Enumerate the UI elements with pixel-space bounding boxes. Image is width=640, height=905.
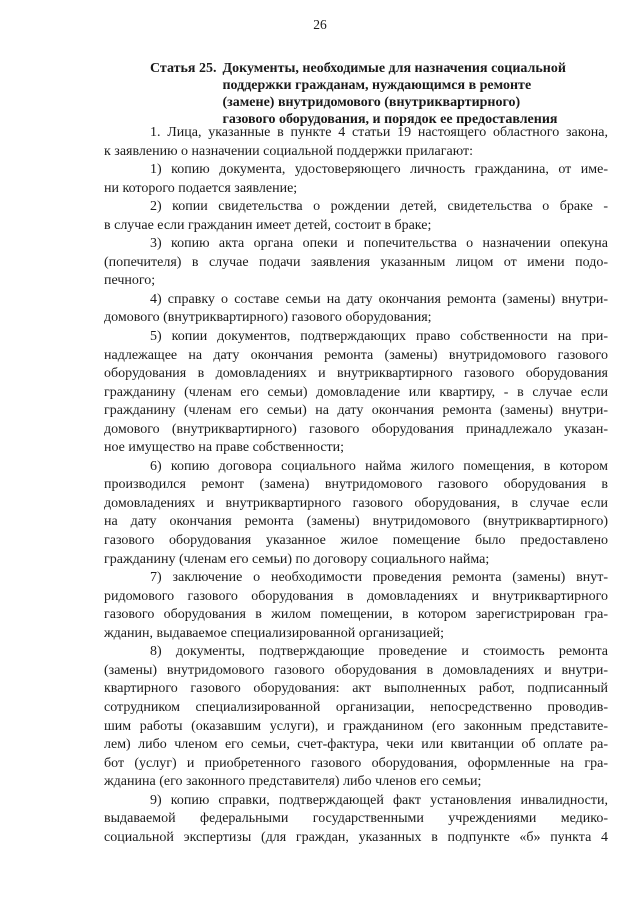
text-line: сотрудником специализированной организации, непосредственно проводив- [104, 699, 608, 715]
list-item [104, 792, 608, 848]
article-body [104, 124, 608, 847]
text-line: ни которого подается заявление; [104, 180, 298, 196]
text-line: 9) копию справки, подтверждающей факт установления инвалидности, [150, 792, 608, 808]
article-title-line: газового оборудования, и порядок ее предоставления [222, 112, 558, 127]
text-line: надлежащее на дату окончания ремонта (замены) внутридомового газового [104, 347, 608, 363]
text-line: шим работы (оказавшим услуги), и гражданином (его законным представите- [104, 718, 608, 734]
text-line: социальной экспертизы (для граждан, указанных в подпункте «б» пункта 4 [104, 829, 608, 845]
list-item [104, 198, 608, 235]
article-title-line: (замене) внутридомового (внутриквартирного) [222, 95, 521, 110]
text-line: домовладениях и внутриквартирного газового оборудования, в случае если [104, 495, 608, 511]
text-line: оборудования в домовладениях и внутриквартирного газового оборудования [104, 366, 608, 382]
text-line: 5) копии документов, подтверждающих право собственности на при- [150, 329, 608, 345]
list-item [104, 458, 608, 569]
list-item [104, 161, 608, 198]
text-line: жданин, выдаваемое специализированной организацией; [104, 625, 445, 641]
text-line: к заявлению о назначении социальной поддержки прилагают: [104, 143, 473, 159]
text-line: жданина (его законного представителя) либо членов его семьи; [104, 774, 482, 790]
text-line: 7) заключение о необходимости проведения ремонта (замены) внут- [150, 570, 608, 586]
text-line: бот (услуг) и приобретенного газового оборудования, оформленные на гра- [104, 755, 608, 771]
list-item [104, 643, 608, 791]
text-line: (попечителя) в случае подачи заявления указанным лицом от имени подо- [104, 254, 608, 270]
text-line: на дату окончания ремонта (замены) внутридомового (внутриквартирного) [104, 514, 608, 530]
article-title-line: поддержки гражданам, нуждающимся в ремонте [222, 78, 532, 93]
text-line: гражданину (членам его семьи) по договору социального найма; [104, 551, 490, 567]
text-line: домового (внутриквартирного) газового оборудования; [104, 310, 432, 326]
list-item [104, 569, 608, 643]
text-line: 8) документы, подтверждающие проведение и стоимость ремонта [150, 644, 608, 660]
text-line: ное имущество на праве собственности; [104, 440, 345, 456]
text-line: 6) копию договора социального найма жилого помещения, в котором [150, 458, 608, 474]
list-item [104, 328, 608, 458]
text-line: 3) копию акта органа опеки и попечительства о назначении опекуна [150, 236, 608, 252]
text-line: 1) копию документа, удостоверяющего личность гражданина, от име- [150, 162, 608, 178]
paragraph-intro [104, 124, 608, 161]
text-line: гражданину (членам его семьи) домовладение или квартиру, - в случае если [104, 384, 608, 400]
list-item [104, 291, 608, 328]
text-line: лем) либо членом его семьи, счет-фактура, чеки или квитанции об оплате ра- [104, 737, 608, 753]
article-title-line: Документы, необходимые для назначения социальной [222, 61, 566, 76]
text-line: газового оборудования в жилом помещении, в котором зарегистрирован гра- [104, 607, 608, 623]
text-line: производился ремонт (замена) внутридомового газового оборудования в [104, 477, 608, 493]
article-heading [150, 60, 620, 128]
text-line: газового оборудования указанное жилое помещение было предоставлено [104, 533, 608, 549]
text-line: домового (внутриквартирного) газового оборудования принадлежало указан- [104, 421, 608, 437]
article-title [222, 60, 620, 128]
text-line: в случае если гражданин имеет детей, состоит в браке; [104, 217, 432, 233]
text-line: печного; [104, 273, 156, 289]
text-line: гражданину (членам его семьи) на дату окончания ремонта (замены) внутри- [104, 403, 608, 419]
text-line: квартирного газового оборудования: акт выполненных работ, подписанный [104, 681, 608, 697]
page-number: 26 [313, 17, 327, 32]
list-item [104, 235, 608, 291]
text-line: ридомового газового оборудования в домовладениях и внутриквартирного [104, 588, 608, 604]
text-line: (замены) внутридомового газового оборудования в домовладениях и внутри- [104, 662, 608, 678]
article-label: Статья 25. [150, 61, 217, 76]
text-line: 1. Лица, указанные в пункте 4 статьи 19 настоящего областного закона, [150, 125, 608, 140]
text-line: выдаваемой федеральными государственными учреждениями медико- [104, 811, 608, 827]
text-line: 4) справку о составе семьи на дату окончания ремонта (замены) внутри- [150, 291, 608, 307]
text-line: 2) копии свидетельства о рождении детей, свидетельства о браке - [150, 199, 608, 215]
